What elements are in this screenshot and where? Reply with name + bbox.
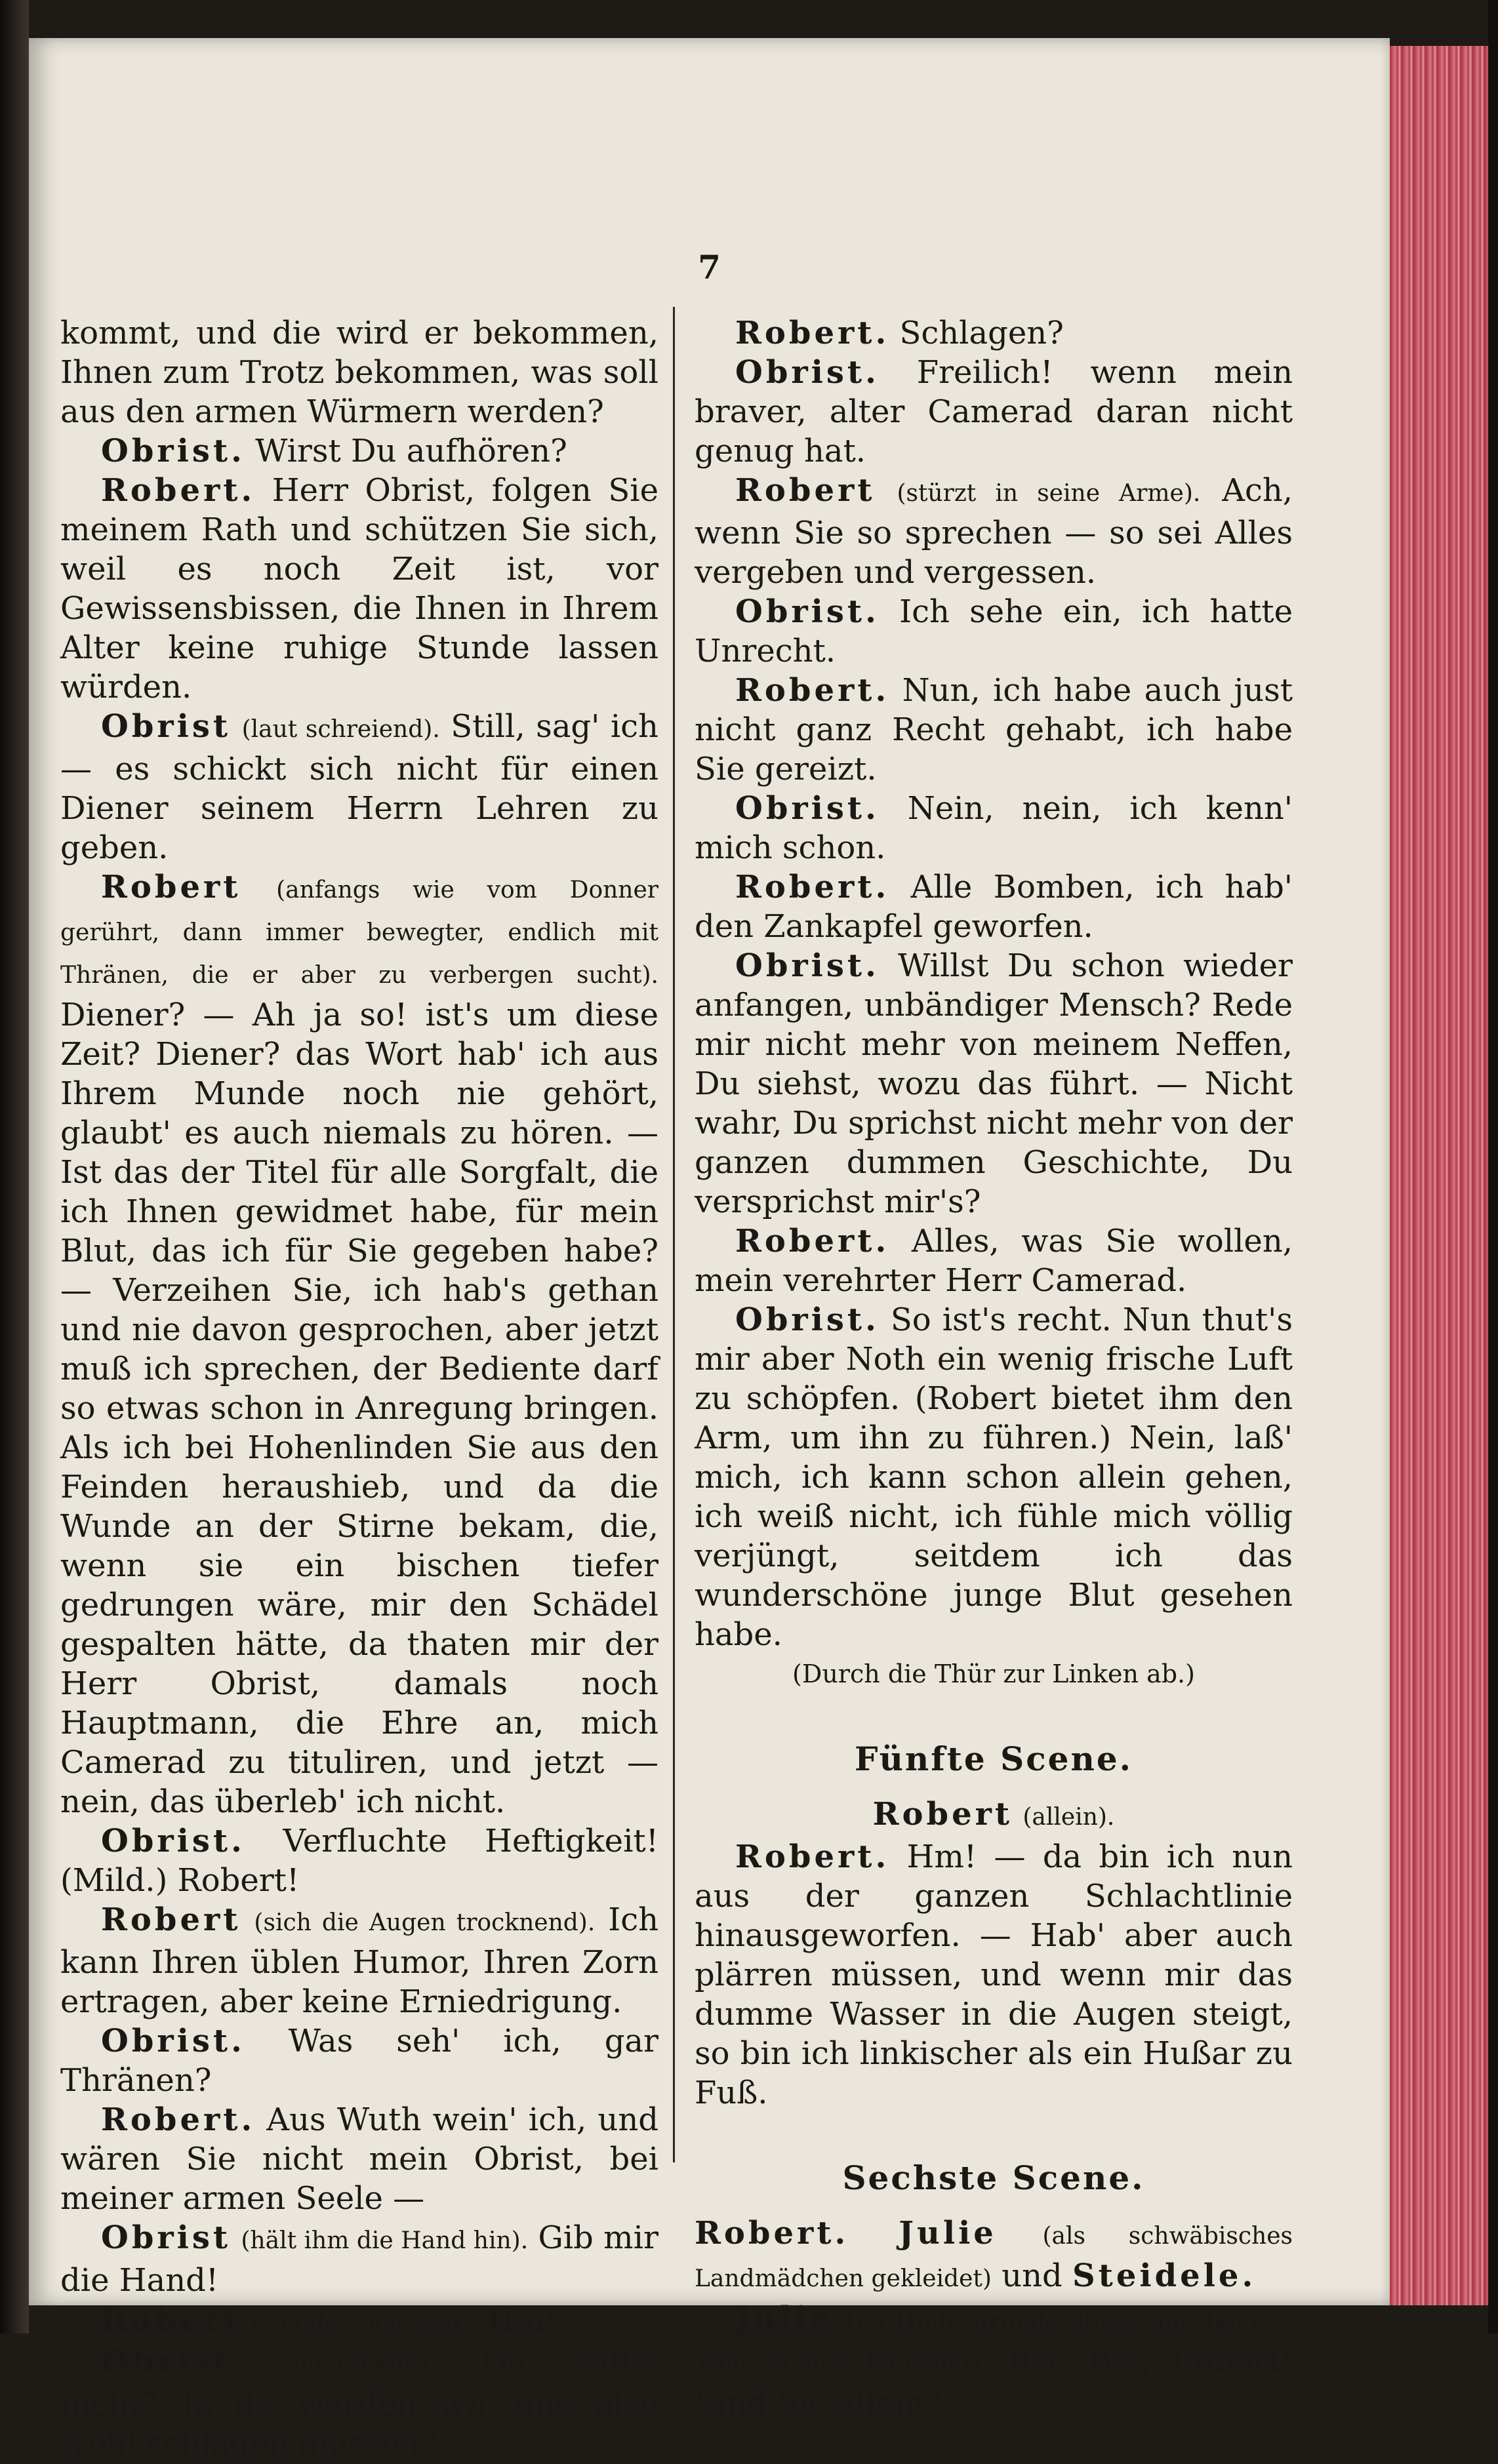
speech	[695, 353, 1293, 471]
speaker: Obrist	[101, 2219, 232, 2256]
speech	[695, 1300, 1293, 1654]
speech-text: Du willst nicht? Ja da werden wir uns also wohl schlagen müssen?	[60, 2344, 658, 2463]
stage-direction: (im Hintergrunde, leise, und bei der Thür stehen bleibend).	[695, 2308, 1293, 2377]
page-edges-red	[1390, 46, 1488, 2305]
stage-direction: (stürzt in seine Arme).	[897, 480, 1201, 507]
speech-text: Aus Wuth wein' ich, und wären Sie nicht mein Obrist, bei meiner armen Seele —	[60, 2101, 658, 2217]
speech	[695, 946, 1293, 1222]
speech-text: Still, sag' ich — es schickt sich nicht für einen Diener seinem Herrn Lehren zu geben.	[60, 708, 658, 866]
speech-text: Ich kann Ihren üblen Humor, Ihren Zorn ertragen, aber keine Erniedrigung.	[60, 1901, 659, 2020]
speech-text: Verfluchte Heftigkeit! (Mild.) Robert!	[60, 1823, 658, 1899]
speech	[60, 2021, 658, 2100]
cast-name: Robert. Julie	[695, 2215, 997, 2252]
speaker: Julie	[735, 2300, 834, 2337]
scene-cast	[695, 1795, 1293, 1837]
speech	[695, 313, 1293, 353]
cast-direction: (allein).	[1022, 1804, 1115, 1831]
speaker: Robert.	[735, 1223, 890, 1260]
speaker: Robert	[101, 869, 241, 905]
speech-text: Willst Du schon wieder anfangen, unbändiger Mensch? Rede mir nicht mehr von meinem Neffen, Du siehst, wozu das führt. — Nicht wahr, Du sprichst nicht mehr von der ganzen dummen Geschichte, Du versprichst mir's?	[695, 947, 1293, 1220]
speech	[60, 2300, 658, 2343]
stage-direction: (sich die Augen trocknend).	[254, 1909, 596, 1936]
speech-text: Was seh' ich, gar Thränen?	[60, 2023, 658, 2099]
speech-text: Nun, ich habe auch just nicht ganz Recht gehabt, ich habe Sie gereizt.	[695, 672, 1293, 787]
column-divider	[673, 307, 675, 2162]
speech-text: Ich sehe ein, ich hatte Unrecht.	[695, 593, 1293, 669]
speech-text: Schlagen?	[899, 315, 1064, 351]
stage-direction: (hält ihm die Hand hin).	[241, 2227, 529, 2254]
speech	[60, 2100, 658, 2218]
speech	[60, 707, 658, 867]
speech	[695, 867, 1293, 946]
speaker: Obrist.	[101, 2023, 245, 2059]
speech-text: Alle Bomben, ich hab' den Zankapfel geworfen.	[695, 869, 1293, 945]
scene-cast	[695, 2214, 1293, 2299]
speaker: Obrist.	[735, 1302, 880, 1338]
book-cover-edge	[1488, 0, 1498, 2334]
speech	[695, 1837, 1293, 2113]
speech-text: Wirst Du aufhören?	[255, 433, 567, 469]
scene-heading: Sechste Scene.	[842, 2158, 1145, 2197]
speaker: Robert	[101, 1901, 241, 1938]
speaker: Robert.	[735, 1838, 890, 1875]
speech	[695, 471, 1293, 592]
stage-direction: (wendet sich weg).	[251, 2309, 477, 2336]
speech-text: Ach, wenn Sie so sprechen — so sei Alles vergeben und vergessen.	[695, 472, 1293, 591]
speech	[60, 2218, 658, 2300]
speech	[60, 313, 658, 431]
book-page	[29, 38, 1390, 2463]
speaker: Robert.	[735, 315, 890, 351]
stage-direction: (laut schreiend).	[241, 716, 440, 743]
speaker: Obrist.	[735, 790, 880, 827]
cast-and: und	[1002, 2257, 1063, 2294]
speech-text: Freilich! wenn mein braver, alter Camerad daran nicht genug hat.	[695, 354, 1293, 469]
right-column	[695, 313, 1293, 2423]
left-column	[60, 313, 658, 2464]
speaker: Obrist	[101, 708, 232, 745]
speech	[60, 1900, 658, 2021]
speech-text: Gib mir die Hand!	[60, 2219, 658, 2299]
stage-direction: (anfangs wie vom Donner gerührt, dann immer bewegter, endlich mit Thränen, die er aber zu verbergen sucht).	[60, 877, 659, 989]
scene-heading: Fünfte Scene.	[854, 1739, 1133, 1778]
speech	[60, 2343, 658, 2464]
speaker: Robert.	[101, 472, 256, 509]
speaker: Obrist.	[735, 354, 880, 391]
speech-text: Herr Obrist, folgen Sie meinem Rath und schützen Sie sich, weil es noch Zeit ist, vor Gewissensbissen, die Ihnen in Ihrem Alter keine ruhige Stunde lassen würden.	[60, 472, 659, 705]
stage-direction: (aufstehend).	[276, 2352, 436, 2379]
speaker: Robert.	[735, 869, 890, 905]
speech-text: Alles, was Sie wollen, mein verehrter Herr Camerad.	[695, 1223, 1293, 1299]
speech	[695, 1222, 1293, 1300]
cast-name: Steidele.	[1072, 2257, 1257, 2294]
speaker: Robert.	[735, 672, 890, 709]
speech	[695, 592, 1293, 671]
speech	[695, 789, 1293, 867]
speech-text: Nein, nein, ich kenn' mich schon.	[695, 790, 1293, 866]
speaker: Obrist.	[101, 1823, 245, 1859]
speech-text: Diener? — Ah ja so! ist's um diese Zeit? Diener? das Wort hab' ich aus Ihrem Munde noch nie gehört, glaubt' es auch niemals zu hören. — Ist das der Titel für alle Sorgfalt, die ich Ihnen gewidmet habe, für mein Blut, das ich für Sie gegeben habe? — Verzeihen Sie, ich hab's gethan und nie davon gesprochen, aber jetzt muß ich sprechen, der Bediente darf so etwas schon in Anregung bringen. Als ich bei Hohenlinden Sie aus den Feinden heraushieb, und da die Wunde an der Stirne bekam, die, wenn sie ein bischen tiefer gedrungen wäre, mir den Schädel gespalten hätte, da thaten mir der Herr Obrist, damals noch Hauptmann, die Ehre an, mich Camerad zu tituliren, und jetzt — nein, das überleb' ich nicht.	[60, 997, 658, 1820]
speech-text: Bst, Bst, Robert! Sind Sie allein?	[695, 2343, 1293, 2422]
speaker: Robert	[735, 472, 876, 509]
speaker: Robert	[101, 2301, 241, 2338]
book-spine-edge	[0, 0, 29, 2334]
speaker: Obrist	[101, 2344, 232, 2381]
speaker: Obrist.	[101, 433, 245, 469]
speech	[695, 2299, 1293, 2423]
cast-name: Robert	[872, 1796, 1013, 1833]
speaker: Obrist.	[735, 947, 880, 984]
speech	[695, 671, 1293, 789]
speech-text: Hm!	[487, 2301, 557, 2338]
speech-text: kommt, und die wird er bekommen, Ihnen zum Trotz bekommen, was soll aus den armen Würmern werden?	[60, 315, 658, 430]
speech-text: So ist's recht. Nun thut's mir aber Noth ein wenig frische Luft zu schöpfen. (Robert bietet ihm den Arm, um ihn zu führen.) Nein, laß' mich, ich kann schon allein gehen, ich weiß nicht, ich fühle mich völlig verjüngt, seitdem ich das wunderschöne junge Blut gesehen habe.	[695, 1302, 1293, 1653]
stage-exit: (Durch die Thür zur Linken ab.)	[792, 1659, 1195, 1688]
speech	[60, 431, 658, 471]
speech-text: Hm! — da bin ich nun aus der ganzen Schlachtlinie hinausgeworfen. — Hab' aber auch plärren müssen, und wenn mir das dumme Wasser in die Augen steigt, so bin ich linkischer als ein Hußar zu Fuß.	[695, 1838, 1293, 2111]
speaker: Obrist.	[735, 593, 880, 630]
page-number: 7	[698, 248, 721, 287]
speaker: Robert.	[101, 2101, 256, 2138]
speech	[60, 1821, 658, 1900]
speech	[60, 471, 658, 707]
speech	[60, 867, 658, 1821]
cast-direction: (als schwäbisches Landmädchen gekleidet)	[695, 2223, 1293, 2292]
